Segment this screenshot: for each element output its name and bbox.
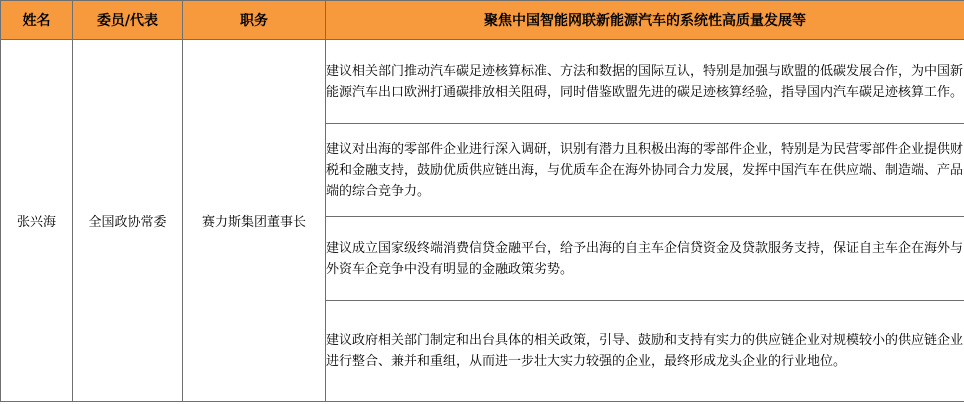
proposal-cell: 建议成立国家级终端消费信贷金融平台，给予出海的自主车企信贷资金及贷款服务支持，保证自主车企在海外与外资车企竞争中没有明显的金融政策劣势。 <box>326 217 964 301</box>
header-name: 姓名 <box>1 1 73 40</box>
table-row <box>1 40 964 124</box>
person-role: 全国政协常委 <box>73 40 183 402</box>
proposal-cell: 建议政府相关部门制定和出台具体的相关政策，引导、鼓励和支持有实力的供应链企业对规模较小的供应链企业进行整合、兼并和重组，从而进一步壮大实力较强的企业，最终形成龙头企业的行业地位。 <box>326 301 964 402</box>
header-row <box>1 1 964 40</box>
header-topic: 聚焦中国智能网联新能源汽车的系统性高质量发展等 <box>326 1 964 40</box>
person-name: 张兴海 <box>1 40 73 402</box>
header-role: 委员/代表 <box>73 1 183 40</box>
proposal-cell: 建议相关部门推动汽车碳足迹核算标准、方法和数据的国际互认，特别是加强与欧盟的低碳发展合作，为中国新能源汽车出口欧洲打通碳排放相关阻碍，同时借鉴欧盟先进的碳足迹核算经验，指导国内汽车碳足迹核算工作。 <box>326 40 964 124</box>
proposal-cell: 建议对出海的零部件企业进行深入调研，识别有潜力且积极出海的零部件企业，特别是为民营零部件企业提供财税和金融支持，鼓励优质供应链出海，与优质车企在海外协同合力发展，发挥中国汽车在供应端、制造端、产品端的综合竞争力。 <box>326 124 964 217</box>
person-position: 赛力斯集团董事长 <box>183 40 326 402</box>
header-position: 职务 <box>183 1 326 40</box>
